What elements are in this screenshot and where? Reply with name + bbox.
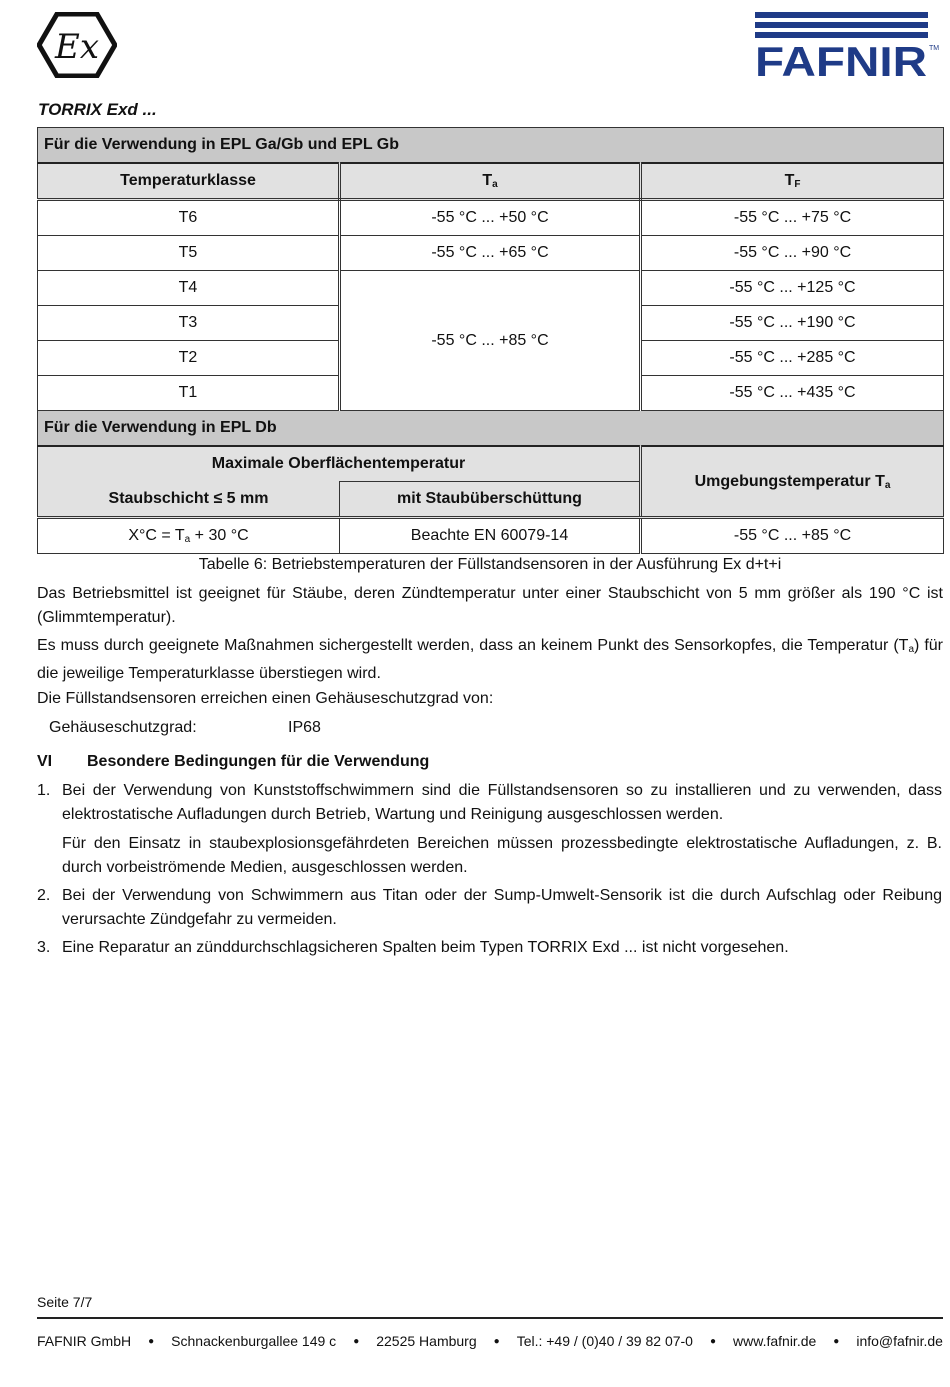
header-tf: $T_F$ (641, 163, 944, 200)
document-title: TORRIX Exd ... (38, 100, 157, 119)
temp-class-cell: T4 (38, 271, 340, 306)
temp-class-cell: T6 (38, 200, 340, 236)
table-row (38, 271, 944, 306)
tf-cell: -55 °C ... +285 °C (641, 341, 944, 376)
protection-label: Gehäuseschutzgrad: (49, 719, 197, 736)
table-section-db: Für die Verwendung in EPL Db (38, 411, 944, 447)
list-item-number: 3. (37, 939, 51, 956)
bullet-separator: ● (353, 1335, 360, 1347)
ex-logo-text: Ex (55, 27, 99, 67)
temp-class-cell: T1 (38, 376, 340, 411)
bullet-separator: ● (148, 1335, 155, 1347)
temperature-table (37, 127, 944, 554)
fafnir-logo (755, 12, 942, 78)
dust-cover-cell: Beachte EN 60079-14 (340, 518, 641, 554)
header-temperature-class: Temperaturklasse (38, 163, 340, 200)
footer-divider (37, 1317, 943, 1319)
table-section-gagb: Für die Verwendung in EPL Ga/Gb und EPL Gb (38, 128, 944, 164)
footer-company: FAFNIR GmbH (37, 1333, 132, 1349)
ta-merged-cell: -55 °C ... +85 °C (340, 271, 641, 411)
footer-street: Schnackenburgallee 149 c (171, 1333, 337, 1349)
tf-cell: -55 °C ... +125 °C (641, 271, 944, 306)
list-item-number: 2. (37, 887, 51, 904)
tf-cell: -55 °C ... +190 °C (641, 306, 944, 341)
paragraph-dust-suitability: Das Betriebsmittel ist geeignet für Stäube, deren Zündtemperatur unter einer Staubschicht von 5 mm größer als 190 °C ist (Glimmtemperatur). (37, 585, 943, 626)
fafnir-logo-text: FAFNIR (755, 38, 927, 78)
temp-class-cell: T2 (38, 341, 340, 376)
protection-value: IP68 (288, 719, 321, 736)
table-caption: Tabelle 6: Betriebstemperaturen der Füllstandsensoren in der Ausführung Ex d+t+i (198, 556, 782, 573)
section-heading: Besondere Bedingungen für die Verwendung (87, 753, 430, 770)
bullet-separator: ● (493, 1335, 500, 1347)
surface-formula-cell: $X^\circ C = T_a + 30$ °C (38, 518, 340, 554)
list-item: Bei der Verwendung von Schwimmern aus Titan oder der Sump-Umwelt-Sensorik ist die durch Aufschlag oder Reibung verursachte Zündgefahr zu vermeiden. (62, 887, 942, 928)
header-ambient-temp: Umgebungstemperatur $T_a$ (641, 446, 944, 518)
list-item-number: 1. (37, 782, 51, 799)
paragraph-temperature-limit: Es muss durch geeignete Maßnahmen sichergestellt werden, dass an keinem Punkt des Sensorkopfes, die Temperatur $(T_a)$ für die jeweilige Temperaturklasse überstiegen wird. (37, 637, 943, 682)
tf-cell: -55 °C ... +435 °C (641, 376, 944, 411)
footer-city: 22525 Hamburg (376, 1333, 477, 1349)
table-row (38, 518, 944, 554)
bullet-separator: ● (709, 1335, 717, 1347)
footer-contact (37, 1333, 943, 1349)
header-dust-cover: mit Staubüberschüttung (340, 482, 641, 518)
temp-class-cell: T5 (38, 236, 340, 271)
header-dust-layer: Staubschicht ≤ 5 mm (38, 482, 340, 518)
footer-website-link[interactable]: www.fafnir.de (733, 1333, 817, 1349)
footer-email-link[interactable]: info@fafnir.de (856, 1333, 943, 1349)
list-item: Eine Reparatur an zünddurchschlagsicheren Spalten beim Typen TORRIX Exd ... ist nicht vorgesehen. (62, 939, 789, 956)
header-ta: $T_a$ (340, 163, 641, 200)
ta-cell: -55 °C ... +65 °C (340, 236, 641, 271)
trademark-mark: TM (929, 45, 940, 52)
ta-cell: -55 °C ... +50 °C (340, 200, 641, 236)
list-item: Bei der Verwendung von Kunststoffschwimmern sind die Füllstandsensoren so zu installieren und zu verwenden, dass elektrostatische Aufladungen durch Betrieb, Wartung und Reinigung ausgeschlossen werden. (62, 782, 942, 823)
ex-hexagon-logo (37, 12, 117, 78)
paragraph-protection-intro: Die Füllstandsensoren erreichen einen Gehäuseschutzgrad von: (37, 690, 494, 707)
page-number: Seite 7/7 (37, 1294, 93, 1310)
table-row (38, 200, 944, 236)
ambient-cell: -55 °C ... +85 °C (641, 518, 944, 554)
temp-class-cell: T3 (38, 306, 340, 341)
section-number: VI (37, 753, 53, 770)
table-row (38, 236, 944, 271)
bullet-separator: ● (833, 1335, 840, 1347)
header-max-surface-temp: Maximale Oberflächentemperatur (38, 446, 641, 482)
tf-cell: -55 °C ... +90 °C (641, 236, 944, 271)
tf-cell: -55 °C ... +75 °C (641, 200, 944, 236)
list-item-continuation: Für den Einsatz in staubexplosionsgefährdeten Bereichen müssen prozessbedingte elektrostatische Aufladungen, z. B. durch vorbeiströmende Medien, ausgeschlossen werden. (62, 835, 942, 876)
footer-phone: Tel.: +49 / (0)40 / 39 82 07-0 (516, 1333, 693, 1349)
